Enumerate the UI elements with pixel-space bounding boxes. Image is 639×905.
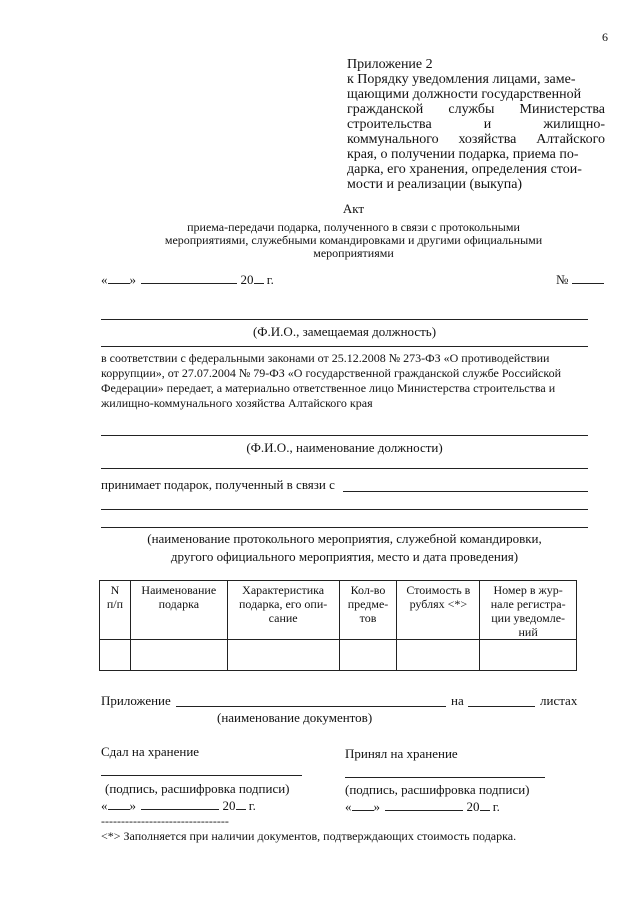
act-number-field: №: [556, 272, 604, 287]
table-cell: [480, 640, 577, 671]
law-text: в соответствии с федеральными законами от 25.12.2008 № 273-ФЗ «О противодействии коррупции», от 27.07.2004 № 79-ФЗ «О государственной гражданской службе Российской Федерации» передает, а материально ответственное лицо Министерства строительства и жилищно-коммунального хозяйства Алтайского края: [101, 351, 562, 410]
gift-table: [99, 580, 577, 671]
event-caption-line: (наименование протокольного мероприятия, служебной командировки,: [147, 531, 542, 546]
attachment-on-label: на: [451, 693, 464, 708]
annex-line: мости и реализации (выкупа): [347, 177, 523, 192]
attachment-docs-line: [176, 706, 446, 707]
attachment-label: Приложение: [101, 693, 171, 708]
header-cell-journal-number: Номер в жур- нале регистра- ции уведомле- ний: [480, 581, 577, 640]
receives-text: принимает подарок, полученный в связи с: [101, 477, 335, 492]
event-line: [343, 491, 588, 492]
attachment-sheets-line: [468, 706, 535, 707]
date-field: « » 20 г.: [101, 272, 274, 287]
table-cell: [397, 640, 480, 671]
fio-name-caption: (Ф.И.О., наименование должности): [246, 440, 443, 455]
table-cell: [100, 640, 131, 671]
annex-title: Приложение 2: [347, 57, 433, 72]
header-cell-description: Характеристика подарка, его опи- сание: [227, 581, 339, 640]
accepted-signature-line: [345, 777, 545, 778]
annex-line: к Порядку уведомления лицами, заме-: [347, 72, 576, 87]
attachment-caption: (наименование документов): [217, 710, 373, 725]
fio-position-line-2: [101, 346, 588, 347]
header-cell-cost: Стоимость в рублях <*>: [397, 581, 480, 640]
act-subtitle-line: мероприятиями: [313, 246, 394, 260]
act-subtitle-line: мероприятиями, служебными командировками и другими официальными: [164, 233, 543, 247]
annex-line: края, о получении подарка, приема по-: [347, 147, 579, 162]
fio-position-line: [101, 319, 588, 320]
table-cell: [227, 640, 339, 671]
footnote-separator: --------------------------------: [101, 814, 229, 828]
table-row: [100, 640, 577, 671]
handed-title: Сдал на хранение: [101, 744, 200, 759]
table-cell: [339, 640, 397, 671]
header-cell-number: N п/п: [100, 581, 131, 640]
attachment-sheets-label: листах: [540, 693, 578, 708]
header-cell-name: Наименование подарка: [130, 581, 227, 640]
act-subtitle-line: приема-передачи подарка, полученного в связи с протокольными: [187, 220, 520, 234]
accepted-caption: (подпись, расшифровка подписи): [345, 782, 530, 797]
handed-date-field: « » 20 г.: [101, 798, 256, 813]
footnote: <*> Заполняется при наличии документов, подтверждающих стоимость подарка.: [101, 829, 517, 843]
accepted-date-field: « » 20 г.: [345, 799, 500, 814]
event-line-2: [101, 509, 588, 510]
handed-signature-line: [101, 775, 302, 776]
fio-name-line: [101, 435, 588, 436]
table-header-row: [100, 581, 577, 640]
page-number: 6: [602, 30, 608, 44]
annex-line: коммунального хозяйства Алтайского: [347, 132, 605, 147]
annex-line: щающими должности государственной: [347, 87, 582, 102]
header-cell-quantity: Кол-во предме- тов: [339, 581, 397, 640]
annex-line: гражданской службы Министерства: [347, 102, 605, 117]
event-line-3: [101, 527, 588, 528]
handed-caption: (подпись, расшифровка подписи): [105, 781, 290, 796]
accepted-title: Принял на хранение: [345, 746, 458, 761]
event-caption-line: другого официального мероприятия, место и дата проведения): [170, 549, 519, 564]
annex-block: [347, 57, 605, 192]
annex-line: строительства и жилищно-: [347, 117, 605, 132]
fio-position-caption: (Ф.И.О., замещаемая должность): [252, 324, 437, 339]
act-title: Акт: [342, 201, 365, 216]
annex-line: дарка, его хранения, определения стои-: [347, 162, 582, 177]
fio-name-line-2: [101, 468, 588, 469]
table-cell: [130, 640, 227, 671]
